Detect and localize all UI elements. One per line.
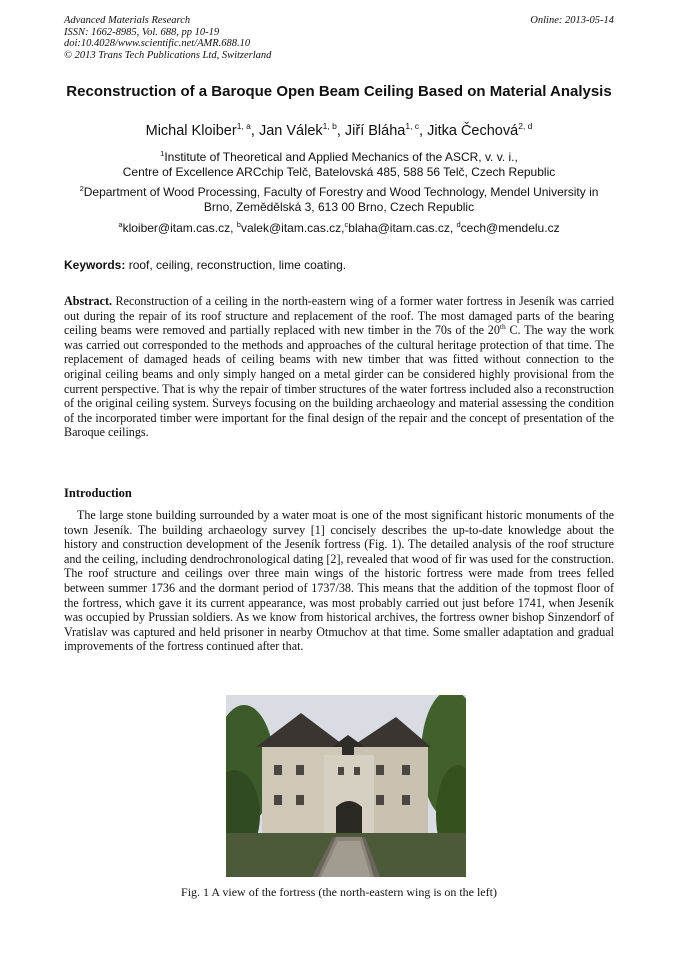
author-name: Michal Kloiber	[145, 123, 237, 139]
affiliation-line: Department of Wood Processing, Faculty of Forestry and Wood Technology, Mendel University in	[83, 185, 599, 199]
issn: ISSN: 1662-8985, Vol. 688, pp 10-19	[64, 26, 220, 38]
keywords	[64, 258, 346, 272]
email-list	[64, 221, 614, 236]
author-sup: 1, a	[236, 121, 251, 132]
keywords-text: roof, ceiling, reconstruction, lime coating.	[125, 258, 347, 272]
author-name: Jan Válek	[258, 123, 323, 139]
journal-name: Advanced Materials Research	[64, 15, 191, 26]
email-address[interactable]: cech@mendelu.cz	[460, 221, 560, 235]
author-sup: 2, d	[518, 121, 533, 132]
affiliation-line: Institute of Theoretical and Applied Mechanics of the ASCR, v. v. i.,	[164, 150, 518, 164]
email-sup: d	[456, 220, 461, 229]
keywords-label: Keywords:	[64, 258, 126, 272]
email-address[interactable]: valek@itam.cas.cz,	[240, 221, 345, 235]
author-sup: 1, b	[322, 121, 337, 132]
section-heading: Introduction	[64, 486, 132, 500]
online-date: Online: 2013-05-14	[530, 15, 614, 26]
email-address[interactable]: blaha@itam.cas.cz,	[348, 221, 457, 235]
affiliation-2	[64, 185, 614, 214]
email-sup: c	[344, 220, 349, 229]
paper-title: Reconstruction of a Baroque Open Beam Ceiling Based on Material Analysis	[66, 83, 612, 100]
abstract-text: C. The way the work was carried out corresponded to the methods and approaches of the cultural heritage protection of that time. The replacement of damaged heads of ceiling beams with new timber that was fitted without connection to the original ceiling beams and only simply hanged on a metal girder can be considered highly provisional from the current perspective. That is why the repair of timber structures of the water fortress included also a reconstruction of the original ceiling system. Surveys focusing on the building archaeology and material assessing the condition of the incorporated timber were important for the final design of the repair and the concept of presentation of the Baroque ceilings.	[64, 323, 614, 440]
affiliation-sup: 2	[79, 184, 84, 193]
journal-header	[64, 15, 271, 61]
email-sup: b	[236, 220, 241, 229]
affiliation-line: Brno, Zemědělská 3, 613 00 Brno, Czech Republic	[203, 199, 475, 214]
doi: doi:10.4028/www.scientific.net/AMR.688.10	[64, 38, 251, 49]
affiliation-line: Centre of Excellence ARCchip Telč, Batelovská 485, 588 56 Telč, Czech Republic	[122, 164, 556, 179]
email-sup: a	[118, 220, 123, 229]
fortress-photo	[226, 695, 466, 877]
email-address[interactable]: kloiber@itam.cas.cz,	[122, 221, 237, 235]
author-list: Michal Kloiber$^{1, a}$, Jan Válek$^{1, b}$, Jiří Bláha$^{1, c}$, Jitka Čechová$^{2, d}$	[145, 121, 533, 139]
abstract-sup: th	[499, 322, 506, 332]
copyright: © 2013 Trans Tech Publications Ltd, Switzerland	[64, 49, 272, 61]
author-name: Jiří Bláha	[344, 123, 406, 139]
abstract	[64, 294, 614, 440]
figure-caption: Fig. 1 A view of the fortress (the north-eastern wing is on the left)	[181, 885, 497, 899]
author-name: Jitka Čechová	[427, 123, 519, 139]
introduction-paragraph: The large stone building surrounded by a water moat is one of the most significant historic monuments of the town Jeseník. The building archaeology survey [1] concisely describes the up-to-date knowledge about the history and construction development of the Jeseník fortress (Fig. 1). The detailed analysis of the roof structure and the ceiling, including dendrochronological dating [2], revealed that wood of fir was used for the construction. The roof structure and ceilings over three main wings of the historic fortress were made from trees felled between summer 1736 and the dormant period of 1737/38. This means that the addition of the topmost floor of the fortress, which gave it its current appearance, was most probably carried out just before 1741, when Jeseník was occupied by Prussian soldiers. As we know from historical archives, the fortress owner bishop Sinzendorf of Vratislav was captured and held prisoner in nearby Otmuchov at that time. Some smaller adaptation and gradual improvements of the fortress continued after that.	[64, 508, 614, 654]
affiliation-1	[64, 150, 614, 179]
abstract-label: Abstract.	[64, 294, 113, 308]
author-sup: 1, c	[405, 121, 420, 132]
abstract-text: Reconstruction of a ceiling in the north-eastern wing of a former water fortress in Jeseník was carried out during the repair of its roof structure and replacement of the roof. The most damaged parts of the bearing ceiling beams were removed and partially replaced with new timber in the 70s of the 20	[64, 294, 614, 338]
affiliation-sup: 1	[160, 149, 165, 158]
